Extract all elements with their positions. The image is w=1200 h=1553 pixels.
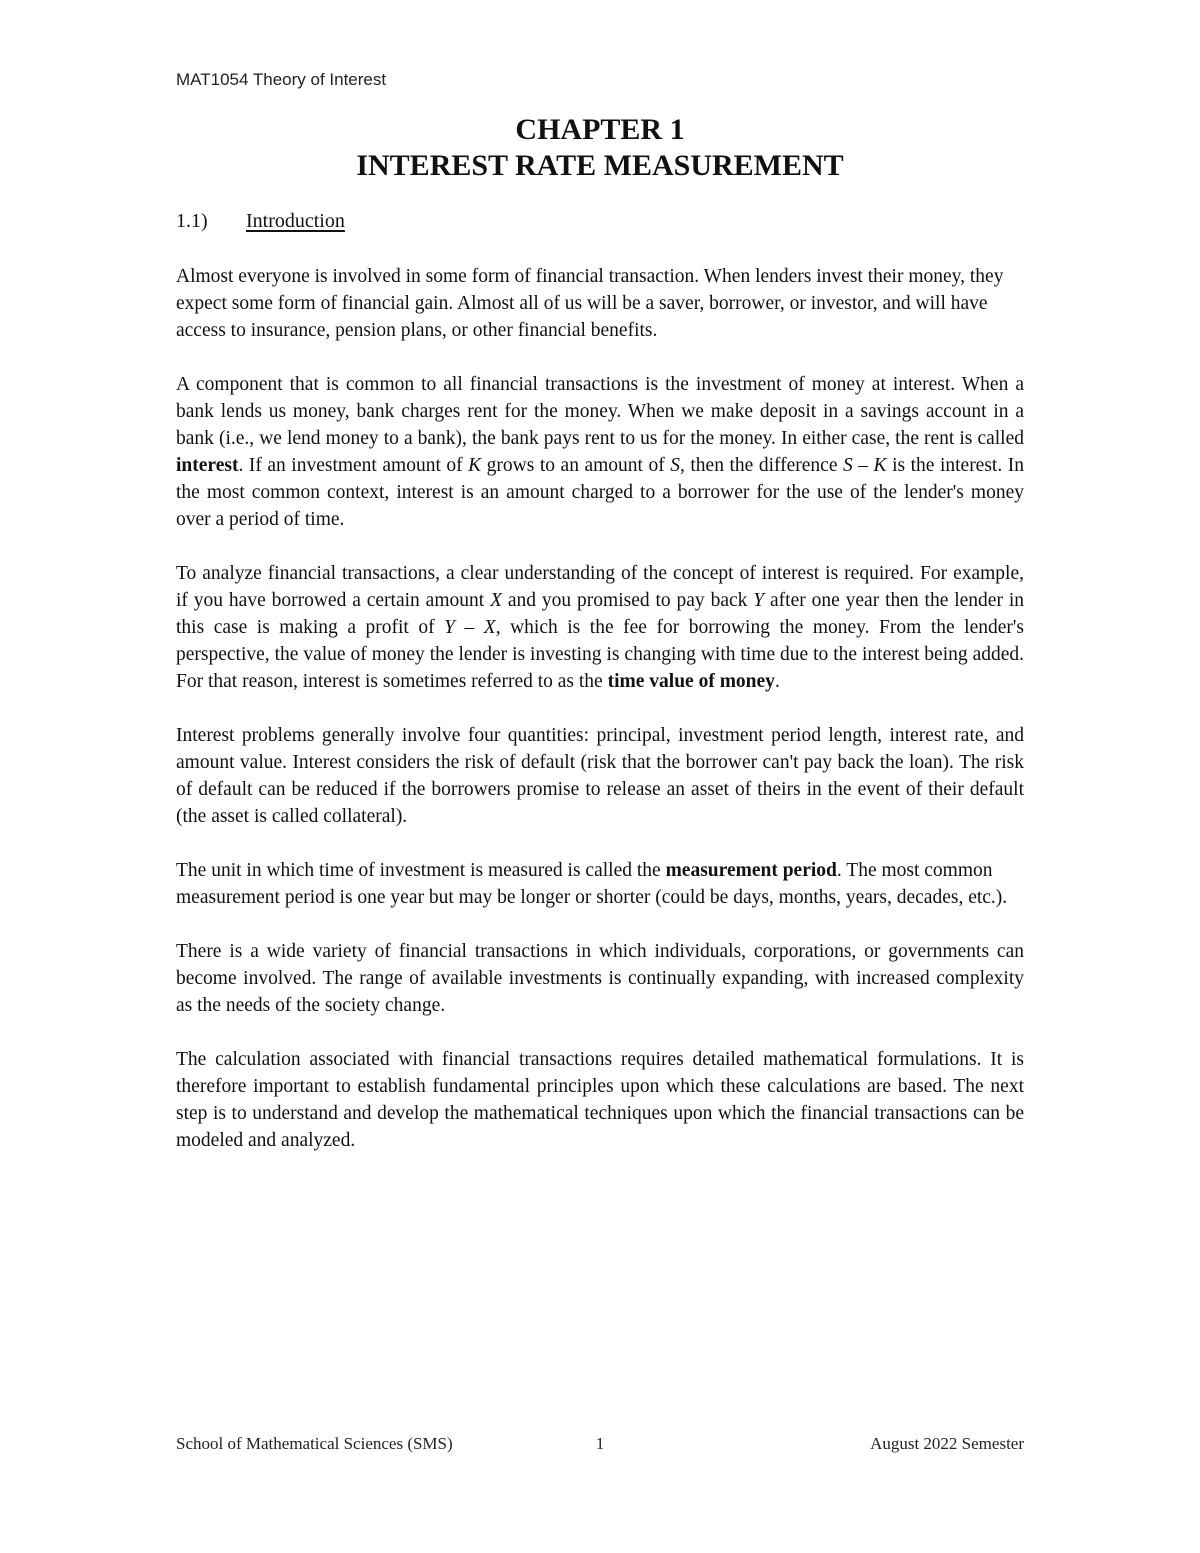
chapter-number: CHAPTER 1 — [515, 113, 685, 146]
footer-page-number: 1 — [595, 1434, 605, 1453]
term-measurement-period: measurement period — [665, 860, 837, 881]
running-header: MAT1054 Theory of Interest — [176, 70, 387, 89]
math-s-minus-k: S – K — [843, 455, 887, 476]
chapter-name: INTEREST RATE MEASUREMENT — [356, 149, 844, 182]
section-heading — [176, 208, 345, 235]
footer-semester: August 2022 Semester — [870, 1434, 1024, 1453]
chapter-title — [176, 112, 1024, 184]
math-s: S — [670, 455, 680, 476]
body-text — [176, 263, 1024, 1181]
paragraph-3: To analyze financial transactions, a clear understanding of the concept of interest is required. For example, if you have borrowed a certain amount X and you promised to pay back Y after one year then the lender in this case is making a profit of Y – X, which is the fee for borrowing the money. From the lender's perspective, the value of money the lender is investing is changing with time due to the interest being added. For that reason, interest is sometimes referred to as the time value of money. — [176, 563, 1024, 692]
term-interest: interest — [176, 455, 239, 476]
paragraph-5: The unit in which time of investment is measured is called the measurement period. The most common measurement period is one year but may be longer or shorter (could be days, months, years, decades, etc.). — [176, 860, 1008, 908]
section-label: Introduction — [246, 210, 345, 232]
section-number: 1.1) — [176, 210, 208, 232]
term-time-value-of-money: time value of money — [607, 671, 775, 692]
paragraph-4: Interest problems generally involve four quantities: principal, investment period length, interest rate, and amount value. Interest considers the risk of default (risk that the borrower can't pay back the loan). The risk of default can be reduced if the borrowers promise to release an asset of theirs in the event of their default (the asset is called collateral). — [176, 725, 1024, 827]
paragraph-6: There is a wide variety of financial transactions in which individuals, corporations, or governments can become involved. The range of available investments is continually expanding, with increased complexity as the needs of the society change. — [176, 941, 1024, 1016]
paragraph-2: A component that is common to all financial transactions is the investment of money at interest. When a bank lends us money, bank charges rent for the money. When we make deposit in a savings account in a bank (i.e., we lend money to a bank), the bank pays rent to us for the money. In either case, the rent is called interest. If an investment amount of K grows to an amount of S, then the difference S – K is the interest. In the most common context, interest is an amount charged to a borrower for the use of the lender's money over a period of time. — [176, 374, 1024, 530]
math-y: Y — [753, 590, 765, 611]
math-x: X — [490, 590, 502, 611]
paragraph-7: The calculation associated with financial transactions requires detailed mathematical formulations. It is therefore important to establish fundamental principles upon which these calculations are based. The next step is to understand and develop the mathematical techniques upon which the financial transactions can be modeled and analyzed. — [176, 1049, 1024, 1151]
paragraph-1: Almost everyone is involved in some form of financial transaction. When lenders invest their money, they expect some form of financial gain. Almost all of us will be a saver, borrower, or investor, and will have access to insurance, pension plans, or other financial benefits. — [176, 266, 1004, 341]
footer-school: School of Mathematical Sciences (SMS) — [176, 1434, 453, 1453]
math-y-minus-x: Y – X — [444, 617, 496, 638]
math-k: K — [468, 455, 482, 476]
